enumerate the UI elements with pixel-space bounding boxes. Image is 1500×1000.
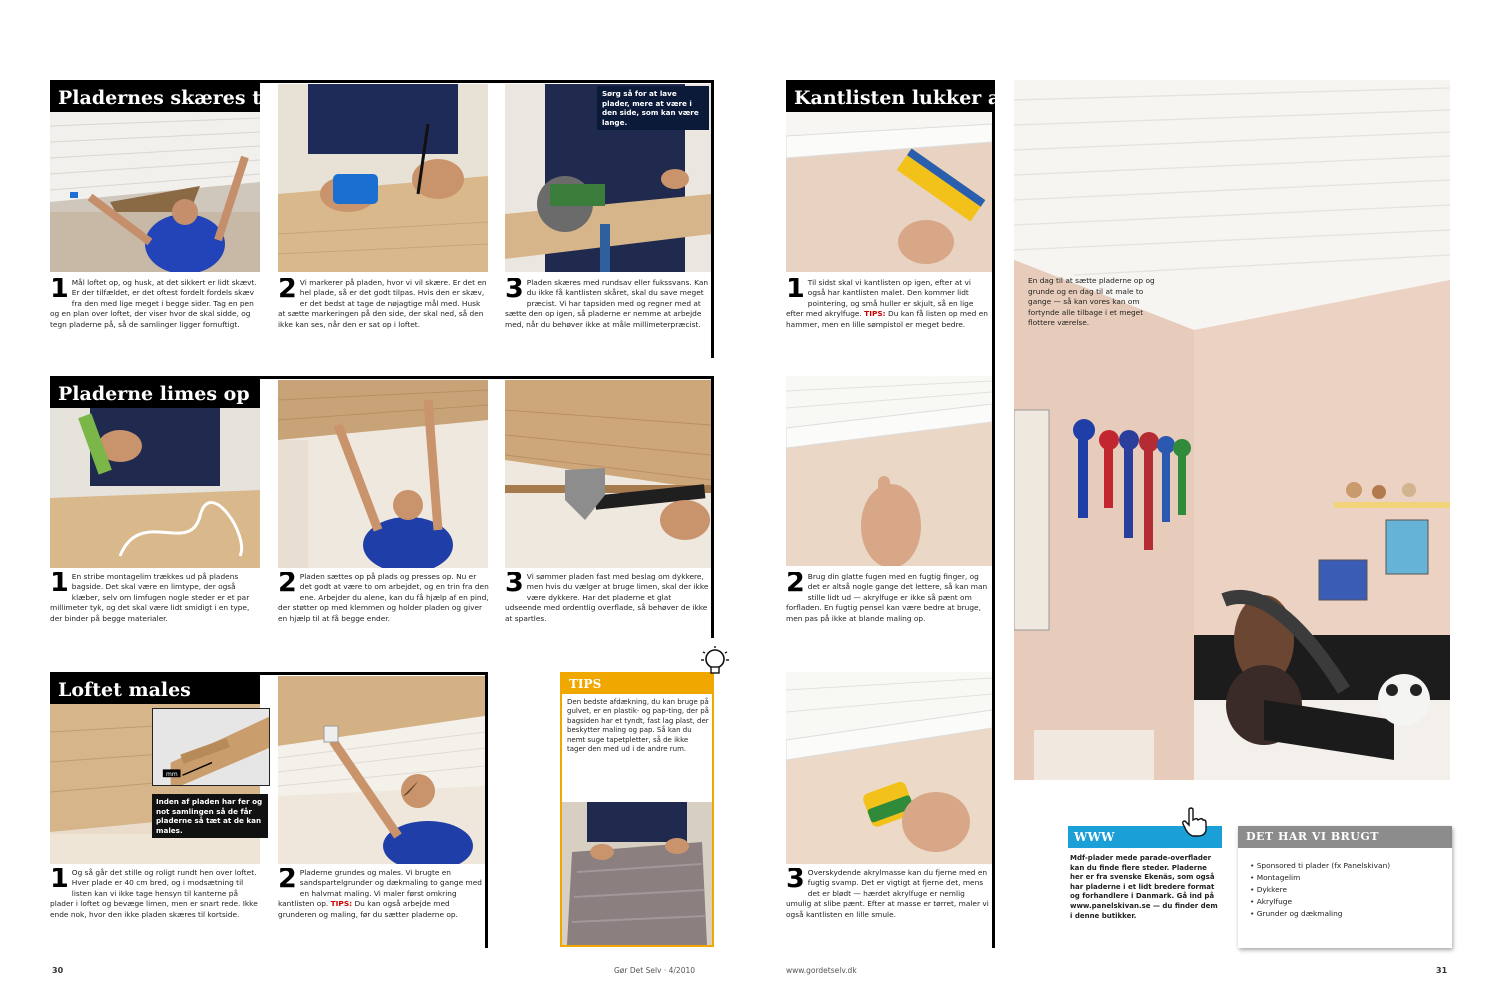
photo-marking-plate bbox=[278, 84, 488, 272]
step-number: 1 bbox=[786, 278, 805, 304]
step-trim-2 bbox=[786, 572, 990, 652]
step-text: Pladen skæres med rundsav eller fukssvans. Kan du ikke få kantlisten skåret, skal du save meget præcist. Vi har tapsiden med og regner med at sætte den op igen, så pladerne er nemme at arbejde med, når du behøver ikke at måle millimeterpræcist. bbox=[505, 278, 709, 329]
step-number: 2 bbox=[278, 572, 297, 598]
left-footer-magazine: Gør Det Selv · 4/2010 bbox=[614, 966, 696, 975]
right-page-number: 31 bbox=[1436, 966, 1448, 975]
photo-trim-caulking bbox=[786, 112, 992, 272]
glue-section-right-rule bbox=[711, 376, 714, 638]
mm-label: mm bbox=[166, 771, 178, 778]
photo-trim-finger-smoothing bbox=[786, 376, 992, 566]
cut-section-right-rule bbox=[711, 80, 714, 358]
section-title-trim: Kantlisten lukker af bbox=[786, 82, 992, 112]
tips-box-text: Den bedste afdækning, du kan bruge på gulvet, er en plastik- og pap-ting, der på bagsiden har et tyndt, fast lag plast, der beskytter maling og pap. Så kan du nemt suge tapetpletter, så de ikke tager den med ud i de andre rum. bbox=[567, 698, 709, 754]
step-glue-1 bbox=[50, 572, 262, 642]
step-trim-1 bbox=[786, 278, 990, 360]
trim-section-right-rule bbox=[992, 80, 995, 948]
step-text: Vi sømmer pladen fast med beslag om dykkere, men hvis du vælger at bruge limen, skal der ikke være dykkere. Har det pladerne et glat udseende med ordentlig overflade, så behøver de ikke at spartles. bbox=[505, 572, 709, 623]
photo-finished-bedroom bbox=[1014, 80, 1450, 780]
tips-box-title: TIPS bbox=[562, 674, 712, 694]
photo-painting-with-brush bbox=[278, 676, 485, 864]
list-item: • Montagelim bbox=[1250, 872, 1446, 884]
step-trim-3 bbox=[786, 868, 990, 948]
photo-trim-sponge bbox=[786, 672, 992, 864]
step-cut-3 bbox=[505, 278, 709, 356]
step-number: 1 bbox=[50, 278, 69, 304]
step-text: Til sidst skal vi kantlisten op igen, efter at vi også har kantlisten malet. Den kommer lidt pointering, og små huller er skjult, så en lige efter med akrylfuge. bbox=[786, 278, 974, 319]
step-text: Pladerne grundes og males. Vi brugte en sandspartelgrunder og dækmaling to gange med en halvmat maling. Vi maler først omkring kantlisten op. bbox=[278, 868, 482, 909]
step-text: Og så går det stille og roligt rundt hen over loftet. Hver plade er 40 cm bred, og i modsætning til listen kan vi ikke tage hensyn til kanterne på plader i loftet og bevæge limen, men er snart rede. Ikke ende nok, hvor den ikke pladen skæres til kortside. bbox=[50, 868, 258, 919]
step-text: Pladen sættes op på plads og presses op. Nu er det godt at være to om arbejdet, og en trin fra den ene. Arbejder du alene, kan du få hjælp af en pind, der støtter op med klemmen og holder pladen og giver en hjælp til at få begge ender. bbox=[278, 572, 489, 623]
step-number: 2 bbox=[278, 868, 297, 894]
step-glue-2 bbox=[278, 572, 490, 642]
step-cut-1 bbox=[50, 278, 262, 356]
step-text: En stribe montagelim trækkes ud på pladens bagside. Det skal være en limtype, der også klæber, selv om limfugen nogle steder er et par millimeter tyk, og det skal være lidt smidigt i en type, der binder på begge materialer. bbox=[50, 572, 250, 623]
step-number: 3 bbox=[786, 868, 805, 894]
section-title-cut: Pladernes skæres til bbox=[50, 82, 260, 112]
materials-used-list bbox=[1250, 860, 1446, 920]
list-item: • Akrylfuge bbox=[1250, 896, 1446, 908]
step-number: 3 bbox=[505, 278, 524, 304]
step-text: Brug din glatte fugen med en fugtig finger, og det er altså nogle gange det lettere, så kan man stille lidt ud — akrylfuge er ikke så pænt om forfladen. En fugtig pensel kan være bedre at bruge, men pas på ikke at blande maling op. bbox=[786, 572, 988, 623]
www-box-title: WWW bbox=[1068, 826, 1222, 848]
list-item: • Sponsored ti plader (fx Panelskivan) bbox=[1250, 860, 1446, 872]
photo-pressing-plate bbox=[278, 380, 488, 568]
step-number: 2 bbox=[278, 278, 297, 304]
pointer-hand-icon bbox=[1180, 806, 1208, 838]
photo-applying-glue bbox=[50, 406, 260, 568]
step-tips-label: TIPS: bbox=[864, 309, 886, 319]
step-tips-text: Du kan få listen op med en hammer, men en lille sømpistol er meget bedre. bbox=[786, 309, 988, 329]
tips-box bbox=[560, 672, 714, 947]
step-number: 3 bbox=[505, 572, 524, 598]
step-paint-1 bbox=[50, 868, 262, 948]
photo-floor-cover-roll bbox=[562, 802, 712, 945]
lightbulb-icon bbox=[700, 646, 730, 678]
www-box bbox=[1068, 826, 1224, 950]
step-tips-text: Du kan også arbejde med grunderen og maling, før du sætter pladerne op. bbox=[278, 899, 458, 919]
materials-used-box bbox=[1238, 826, 1452, 948]
step-number: 1 bbox=[50, 572, 69, 598]
www-box-text: Mdf-plader mede parade-overflader kan du finde flere steder. Pladerne her er fra svenske Ekenäs, som også har pladerne i et lidt bredere format og forhandlere i Danmark. Gå ind på www.panelskivan.se — du finder dem i denne butikker. bbox=[1070, 854, 1218, 920]
step-number: 2 bbox=[786, 572, 805, 598]
paint-section-right-rule bbox=[485, 672, 488, 948]
step-cut-2 bbox=[278, 278, 490, 356]
list-item: • Grunder og dækmaling bbox=[1250, 908, 1446, 920]
section-title-glue: Pladerne limes op bbox=[50, 378, 260, 408]
saw-note-caption: Sørg så for at lave plader, mere at være i den side, som kan være lange. bbox=[597, 86, 709, 130]
list-item: • Dykkere bbox=[1250, 884, 1446, 896]
step-glue-3 bbox=[505, 572, 709, 642]
step-tips-label: TIPS: bbox=[330, 899, 353, 909]
groove-note-caption: Inden af pladen har fer og not samlingen så de får pladerne så tæt at de kan males. bbox=[152, 794, 268, 838]
photo-measuring-ceiling bbox=[50, 112, 260, 272]
section-title-paint: Loftet males bbox=[50, 674, 260, 704]
step-text: Vi markerer på pladen, hvor vi vil skære. Er det en hel plade, så er det godt tilpas. Hvis den er skæv, er det bedst at tage de nøjagtige mål med. Husk at sætte markeringen på den side, der skal ned, så den ikke kan ses, når den er sat op i loftet. bbox=[278, 278, 487, 329]
step-text: Mål loftet op, og husk, at det sikkert er lidt skævt. Er der tilfældet, er det oftest fordelt fordels skæv fra den med lige meget i begge sider. Tag en pen og en plan over loftet, der viser hvor de skal sidde, og tegn pladerne på, så de samlinger ligger fornuftigt. bbox=[50, 278, 257, 329]
materials-used-title: DET HAR VI BRUGT bbox=[1238, 826, 1452, 848]
photo-groove-detail-inset bbox=[152, 708, 270, 786]
photo-hammering-nails bbox=[505, 380, 711, 568]
left-page-number: 30 bbox=[52, 966, 64, 975]
step-number: 1 bbox=[50, 868, 69, 894]
step-paint-2 bbox=[278, 868, 484, 948]
room-photo-caption: En dag til at sætte pladerne op og grunde og en dag til at male to gange — så kan vores kan om fortynde alle tilbage i et meget flottere værelse. bbox=[1028, 276, 1155, 328]
right-footer-url: www.gordetselv.dk bbox=[786, 966, 857, 975]
step-text: Overskydende akrylmasse kan du fjerne med en fugtig svamp. Det er vigtigt at fjerne det, mens det er blødt — hærdet akrylfuge er nemlig umulig at slibe pænt. Efter at masse er tørret, maler vi også kantlisten en lille smule. bbox=[786, 868, 989, 919]
